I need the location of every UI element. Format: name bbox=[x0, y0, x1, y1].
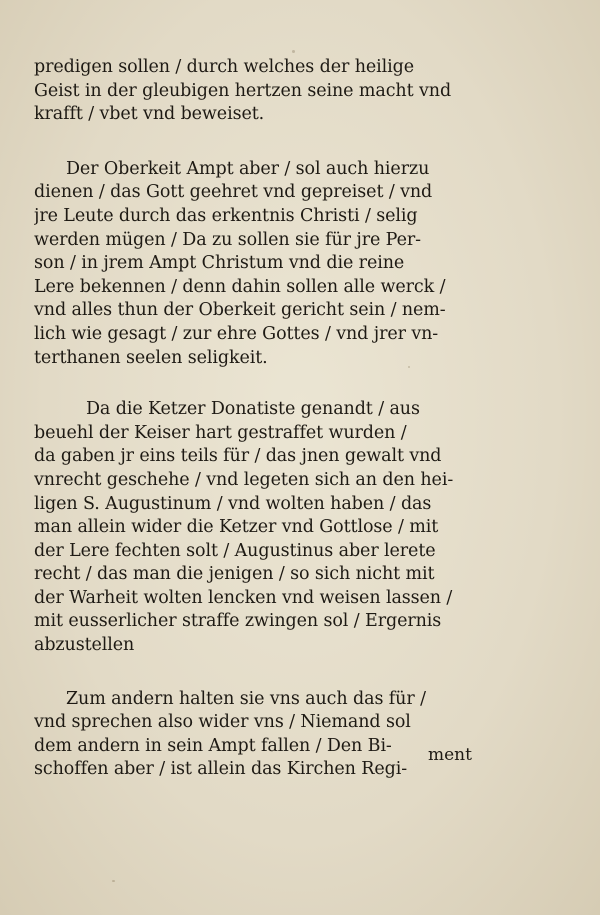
text-line: schoffen aber / ist allein das Kirchen Regi- bbox=[34, 759, 408, 780]
text-line: Der Oberkeit Ampt aber / sol auch hierzu bbox=[66, 158, 430, 179]
text-line: jre Leute durch das erkentnis Christi / selig bbox=[34, 205, 418, 226]
text-line: krafft / vbet vnd beweiset. bbox=[34, 104, 265, 125]
text-line: son / in jrem Ampt Christum vnd die reine bbox=[34, 253, 405, 274]
paper-speck bbox=[112, 880, 115, 882]
paragraph-4 bbox=[34, 688, 480, 782]
paragraph-2 bbox=[34, 158, 480, 370]
paragraph-1 bbox=[34, 56, 480, 127]
text-line: beuehl der Keiser hart gestraffet wurden / bbox=[34, 422, 407, 443]
text-line: man allein wider die Ketzer vnd Gottlose / mit bbox=[34, 517, 439, 538]
text-line: ligen S. Augustinum / vnd wolten haben / das bbox=[34, 493, 432, 514]
text-line: da gaben jr eins teils für / das jnen gewalt vnd bbox=[34, 446, 442, 467]
text-line: dienen / das Gott geehret vnd gepreiset / vnd bbox=[34, 182, 433, 203]
text-line: Zum andern halten sie vns auch das für / bbox=[66, 688, 426, 709]
text-line: Geist in der gleubigen hertzen seine macht vnd bbox=[34, 80, 452, 101]
body-text bbox=[34, 56, 480, 782]
text-line: der Warheit wolten lencken vnd weisen lassen / bbox=[34, 587, 453, 608]
text-line: der Lere fechten solt / Augustinus aber lerete bbox=[34, 540, 436, 561]
catchword: ment bbox=[428, 745, 472, 765]
text-line: lich wie gesagt / zur ehre Gottes / vnd jrer vn- bbox=[34, 323, 439, 344]
text-line: mit eusserlicher straffe zwingen sol / Ergernis bbox=[34, 611, 442, 632]
paper-speck bbox=[292, 50, 295, 53]
paragraph-3 bbox=[34, 398, 480, 658]
text-line: vnd sprechen also wider vns / Niemand sol bbox=[34, 712, 411, 733]
text-line: Lere bekennen / denn dahin sollen alle werck / bbox=[34, 276, 446, 297]
text-line: werden mügen / Da zu sollen sie für jre Per- bbox=[34, 229, 421, 250]
text-line: vnd alles thun der Oberkeit gericht sein / nem- bbox=[34, 300, 446, 321]
text-line: abzustellen bbox=[34, 635, 135, 656]
text-line: recht / das man die jenigen / so sich nicht mit bbox=[34, 564, 435, 585]
text-line: vnrecht geschehe / vnd legeten sich an den hei- bbox=[34, 469, 454, 490]
text-line: predigen sollen / durch welches der heilige bbox=[34, 57, 415, 77]
text-line: terthanen seelen seligkeit. bbox=[34, 347, 268, 368]
text-line: dem andern in sein Ampt fallen / Den Bi- bbox=[34, 735, 392, 756]
text-line: Da die Ketzer Donatiste genandt / aus bbox=[86, 399, 420, 420]
